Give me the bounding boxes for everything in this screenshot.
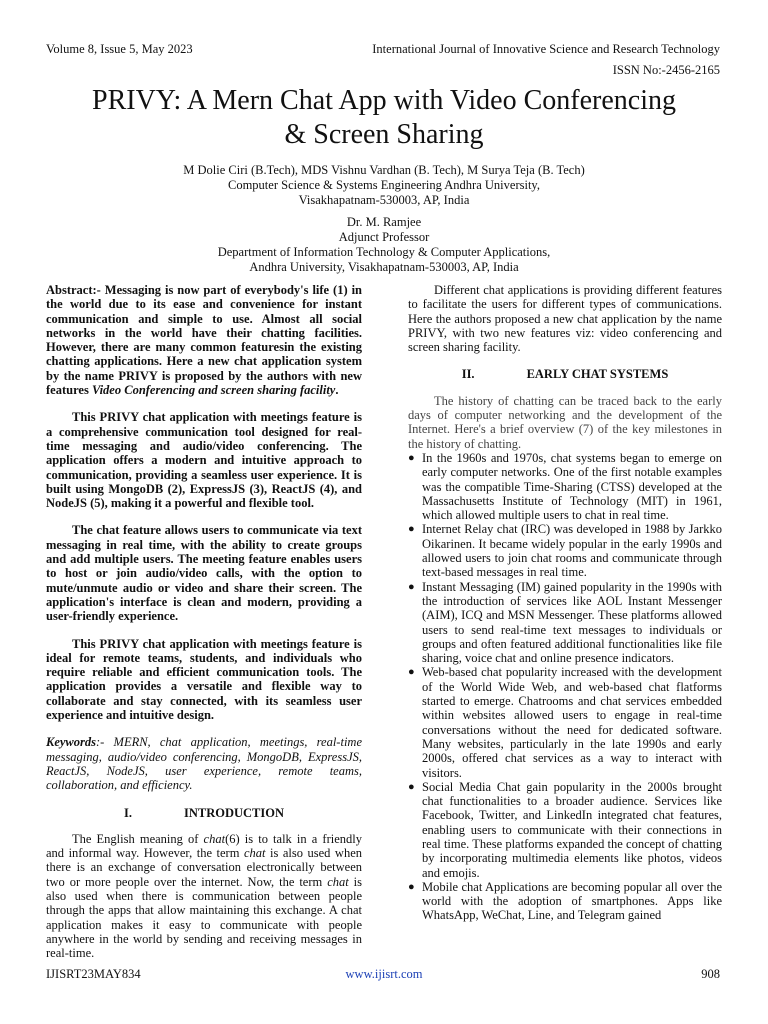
keywords: Keywords:- MERN, chat application, meetings, real-time messaging, audio/video conferencing, MongoDB, ExpressJS, ReactJS, NodeJS, user experience, remote teams, collaboration, and efficiency. bbox=[46, 735, 362, 793]
left-column bbox=[46, 283, 362, 973]
advisor-address: Andhra University, Visakhapatnam-530003, AP, India bbox=[249, 260, 519, 274]
author-address: Visakhapatnam-530003, AP, India bbox=[298, 193, 470, 207]
bullet-icon: ● bbox=[408, 666, 415, 679]
early-chat-lead: The history of chatting can be traced back to the early days of computer networking and the development of the Internet. Here's a brief overview (7) of the key milestones in the history of chatting. bbox=[408, 393, 722, 451]
list-item: ● Internet Relay chat (IRC) was developed in 1988 by Jarkko Oikarinen. It became widely popular in the early 1990s and allowed users to join chat rooms and communicate through text-based messages in real time. bbox=[408, 522, 722, 580]
abstract-paragraph-3: The chat feature allows users to communicate via text messaging in real time, with the ability to create groups and add multiple users. The meeting feature enables users to host or join audio/video calls, with the option to mute/unmute audio or video and share their screen. The application's interface is clean and modern, providing a user-friendly experience. bbox=[46, 523, 362, 624]
paper-title bbox=[20, 84, 748, 152]
author-department: Computer Science & Systems Engineering Andhra University, bbox=[228, 178, 540, 192]
milestone-list bbox=[408, 451, 722, 923]
author-names: M Dolie Ciri (B.Tech), MDS Vishnu Vardhan (B. Tech), M Surya Teja (B. Tech) bbox=[183, 163, 585, 177]
abstract-paragraph-1: Abstract:- Messaging is now part of everybody's life (1) in the world due to its ease and convenience for instant communication and simple to use. Almost all social networks in the world have their chatting facilities. However, there are many common featuresin the existing chatting applications. Here a new chat application system by the name PRIVY is proposed by the authors with new features Video Conferencing and screen sharing facility. bbox=[46, 283, 362, 398]
abstract-paragraph-4: This PRIVY chat application with meetings feature is ideal for remote teams, students, and individuals who require reliable and efficient communication tools. The application provides a versatile and flexible way to collaborate and stay connected, with its seamless user experience and intuitive design. bbox=[46, 636, 362, 723]
right-column bbox=[408, 283, 722, 923]
journal-name: International Journal of Innovative Science and Research Technology bbox=[372, 42, 720, 56]
bullet-icon: ● bbox=[408, 523, 415, 536]
list-item: ● Social Media Chat gain popularity in the 2000s brought chat functionalities to a broader audience. Services like Facebook, Twitter, and LinkedIn integrated chat features, enabling users to communicate with their connections in real time. These platforms expanded the concept of chatting by incorporating multimedia elements like photos, videos and emojis. bbox=[408, 779, 722, 880]
advisor-department: Department of Information Technology & Computer Applications, bbox=[217, 245, 551, 259]
paper-title-line1: PRIVY: A Mern Chat App with Video Conferencing bbox=[92, 85, 676, 116]
abstract-paragraph-2: This PRIVY chat application with meetings feature is a comprehensive communication tool designed for real-time messaging and audio/video conferencing. The application offers a modern and intuitive approach to communication, providing a seamless user experience. It is built using MongoDB (2), ExpressJS (3), ReactJS (4), and NodeJS (5), making it a powerful and flexible tool. bbox=[46, 410, 362, 511]
list-item: ● In the 1960s and 1970s, chat systems began to emerge on early computer networks. One of the first notable examples was the compatible Time-Sharing (CTSS) developed at the Massachusetts Institute of Technology (MIT) in 1961, which allowed multiple users to chat in real time. bbox=[408, 450, 722, 523]
author-block bbox=[40, 163, 728, 208]
list-item: ● Mobile chat Applications are becoming popular all over the world with the adoption of smartphones. Apps like WhatsApp, WeChat, Line, and Telegram gained bbox=[408, 879, 722, 923]
journal-volume: Volume 8, Issue 5, May 2023 bbox=[46, 42, 193, 56]
page-number: 908 bbox=[701, 967, 720, 981]
list-item: ● Web-based chat popularity increased with the development of the World Wide Web, and web-based chat flatforms started to emerge. Chatrooms and chat services embedded within websites allowed users to engage in real-time conversations without the need for dedicated software. Many websites, particularly in the late 1990s and early 2000s, offered chat services as a way to interact with visitors. bbox=[408, 665, 722, 780]
journal-website-link[interactable]: www.ijisrt.com bbox=[345, 967, 423, 981]
paper-title-line2: & Screen Sharing bbox=[284, 119, 484, 150]
bullet-icon: ● bbox=[408, 780, 415, 793]
introduction-paragraph: The English meaning of chat(6) is to talk in a friendly and informal way. However, the term chat is also used when there is an exchange of conversation electronically between two or more people over the internet. Now, the term chat is also used when there is communication between people through the apps that allow maintaining this exchange. A chat application makes it easy to communicate with people anywhere in the world by sending and receiving messages in real-time. bbox=[46, 831, 362, 961]
advisor-block bbox=[40, 215, 728, 275]
advisor-name: Dr. M. Ramjee bbox=[346, 215, 422, 229]
introduction-continued: Different chat applications is providing different features to facilitate the users for different types of communications. Here the authors proposed a new chat application by the name PRIVY, with two new features viz: video conferencing and screen sharing facility. bbox=[408, 283, 722, 355]
bullet-icon: ● bbox=[408, 880, 415, 893]
section-heading-introduction: I. INTRODUCTION bbox=[123, 805, 284, 820]
journal-issn: ISSN No:-2456-2165 bbox=[612, 63, 720, 77]
list-item: ● Instant Messaging (IM) gained popularity in the 1990s with the introduction of services like AOL Instant Messenger (AIM), ICQ and MSN Messenger. These platforms allowed users to send real-time text messages to individuals or groups and often featured additional functionalities like file sharing, voice chat and online presence indicators. bbox=[408, 579, 722, 666]
paper-id: IJISRT23MAY834 bbox=[46, 967, 141, 981]
bullet-icon: ● bbox=[408, 451, 415, 464]
section-heading-early-chat: II. EARLY CHAT SYSTEMS bbox=[461, 367, 669, 382]
bullet-icon: ● bbox=[408, 580, 415, 593]
advisor-role: Adjunct Professor bbox=[338, 230, 430, 244]
